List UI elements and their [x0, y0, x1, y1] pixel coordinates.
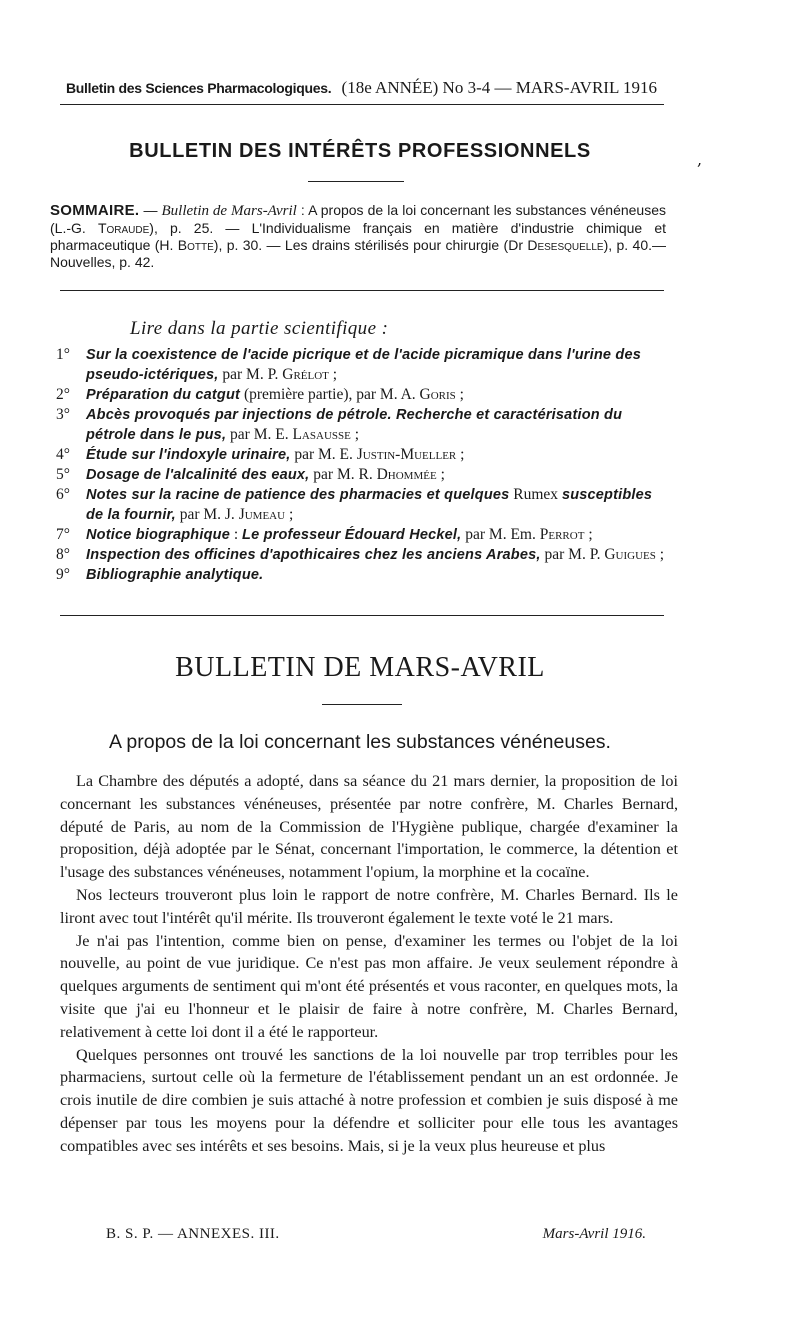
sommaire-item-title: Bulletin de Mars-Avril	[161, 203, 297, 219]
toc-end: ;	[285, 506, 294, 523]
toc-rule	[60, 615, 664, 616]
toc-title: Inspection des officines d'apothicaires chez les anciens Arabes,	[86, 547, 541, 563]
toc-item	[56, 405, 672, 445]
toc-title: Notes sur la racine de patience des pharmacies et quelques	[86, 487, 510, 503]
toc-title: Étude sur l'indoxyle urinaire,	[86, 447, 291, 463]
toc-end: ;	[584, 526, 593, 543]
toc-number: 8°	[56, 546, 70, 563]
toc-item	[56, 465, 672, 485]
toc-author: Jumeau	[238, 506, 286, 523]
toc-byline: (première partie), par M. A.	[240, 386, 420, 403]
toc-byline: par M. P.	[218, 366, 283, 383]
toc-author: Dhommée	[376, 466, 437, 483]
toc-item	[56, 565, 672, 585]
toc-number: 2°	[56, 386, 70, 403]
toc-end: ;	[436, 466, 445, 483]
body-paragraph: Quelques personnes ont trouvé les sanctions de la loi nouvelle par trop terribles pour les pharmaciens, surtout celle où la fermeture de l'établissement pendant un an est ordonnée. Je crois inutile de dire combien je suis attaché à notre profession et combien je suis disposé à me dépenser par tous les moyens pour la défendre et solliciter pour elle tous les avantages compatibles avec ses intérêts et ses besoins. Mais, si je la veux plus heureuse et plus	[60, 1045, 678, 1155]
toc-item	[56, 525, 672, 545]
toc-number: 9°	[56, 566, 70, 583]
toc-byline: par M. E.	[290, 446, 357, 463]
toc-title: Abcès provoqués par injections de pétrole. Recherche et caractérisation du pétrole dans le pus,	[86, 407, 623, 443]
toc-end: ;	[455, 386, 464, 403]
toc-byline: Rumex	[509, 486, 562, 503]
toc-title: Bibliographie analytique.	[86, 567, 264, 583]
toc-item	[56, 545, 672, 565]
sommaire-text-3: ), p. 30. — Les drains stérilisés pour chirurgie (Dr	[213, 237, 528, 253]
issue-info: (18e ANNÉE) No 3-4 — MARS-AVRIL 1916	[341, 78, 657, 97]
sommaire-text-4: ), p. 40.— Nouvelles, p. 42.	[50, 237, 667, 270]
toc-byline: par M. E.	[226, 426, 293, 443]
toc-title: Sur la coexistence de l'acide picrique et de l'acide picramique dans l'urine des pseudo-ictériques,	[86, 347, 641, 383]
sommaire-label: SOMMAIRE.	[50, 202, 140, 219]
footer-right: Mars-Avril 1916.	[542, 1226, 646, 1242]
title-rule	[308, 181, 404, 182]
article-body	[60, 770, 678, 1158]
toc-number: 6°	[56, 486, 70, 503]
toc-title-cont: Le professeur Édouard Heckel,	[242, 527, 462, 543]
lire-heading: Lire dans la partie scientifique :	[130, 318, 389, 339]
toc-byline-cont: par M. Em.	[461, 526, 540, 543]
toc-end: ;	[328, 366, 338, 383]
toc-author: Grélot	[282, 366, 329, 383]
toc-end: ;	[350, 426, 360, 443]
stray-mark: ,	[697, 150, 703, 169]
article-title: A propos de la loi concernant les substances vénéneuses.	[109, 731, 611, 753]
toc-byline-cont: par M. J.	[175, 506, 239, 523]
body-paragraph: Je n'ai pas l'intention, comme bien on pense, d'examiner les termes ou l'objet de la loi nouvelle, au point de vue juridique. Ce n'est pas mon affaire. Je veux seulement répondre à quelques arguments de sentiment qui m'ont été présentés et vous raconter, en quelques mots, la visite que j'ai eu l'honneur et le plaisir de faire à notre confrère, M. Charles Bernard, relativement à cette loi dont il a été le rapporteur.	[60, 931, 678, 1041]
running-head	[66, 78, 660, 98]
toc-title: Dosage de l'alcalinité des eaux,	[86, 467, 310, 483]
footer-left: B. S. P. — ANNEXES. III.	[106, 1226, 280, 1242]
header-rule	[60, 104, 664, 105]
toc-author: Justin-Mueller	[356, 446, 457, 463]
body-paragraph: La Chambre des députés a adopté, dans sa séance du 21 mars dernier, la proposition de loi concernant les substances vénéneuses, présentée par notre confrère, M. Charles Bernard, député de Paris, au nom de la Commission de l'Hygiène publique, chargée d'examiner la proposition, déjà adoptée par le Sénat, concernant l'importation, le commerce, la détention et l'usage des substances vénéneuses, notamment l'opium, la morphine et la cocaïne.	[60, 772, 678, 882]
toc-number: 3°	[56, 406, 70, 423]
sommaire-text-2: ), p. 25. — L'Individualisme français en matière d'industrie chimique et pharmaceutique (H.	[50, 220, 667, 253]
main-title: BULLETIN DE MARS-AVRIL	[175, 652, 545, 683]
toc-number: 7°	[56, 526, 70, 543]
toc-author: Lasausse	[292, 426, 351, 443]
toc-end: ;	[655, 546, 665, 563]
toc-item	[56, 445, 672, 465]
toc-author: Perrot	[539, 526, 585, 543]
toc-title: Préparation du catgut	[86, 387, 241, 403]
sommaire-text-1: : A propos de la loi concernant les substances vénéneuses (L.-G.	[50, 202, 666, 236]
table-of-contents	[56, 345, 672, 585]
toc-item	[56, 385, 672, 405]
toc-title: Notice biographique	[86, 527, 230, 543]
toc-end: ;	[456, 446, 465, 463]
toc-number: 4°	[56, 446, 70, 463]
toc-byline: par M. P.	[540, 546, 605, 563]
toc-byline: par M. R.	[309, 466, 377, 483]
toc-item	[56, 485, 672, 525]
sommaire-rule	[60, 290, 664, 291]
main-title-rule	[322, 704, 402, 705]
toc-byline: :	[229, 526, 243, 543]
section-title: BULLETIN DES INTÉRÊTS PROFESSIONNELS	[129, 140, 591, 162]
toc-author: Guigues	[604, 546, 656, 563]
sommaire-author-1: Toraude	[97, 220, 150, 236]
toc-number: 1°	[56, 346, 70, 363]
toc-title-cont: susceptibles de la fournir,	[86, 487, 653, 523]
body-paragraph: Nos lecteurs trouveront plus loin le rapport de notre confrère, M. Charles Bernard. Ils le liront avec tout l'intérêt qu'il mérite. Ils trouveront également le texte voté le 21 mars.	[60, 885, 678, 927]
sommaire-dash: —	[139, 202, 162, 218]
sommaire	[50, 202, 666, 271]
journal-name: Bulletin des Sciences Pharmacologiques.	[66, 80, 332, 96]
toc-item	[56, 345, 672, 385]
toc-author: Goris	[419, 386, 456, 403]
toc-number: 5°	[56, 466, 70, 483]
sommaire-author-3: Desesquelle	[527, 237, 604, 253]
sommaire-author-2: Botte	[177, 237, 214, 253]
